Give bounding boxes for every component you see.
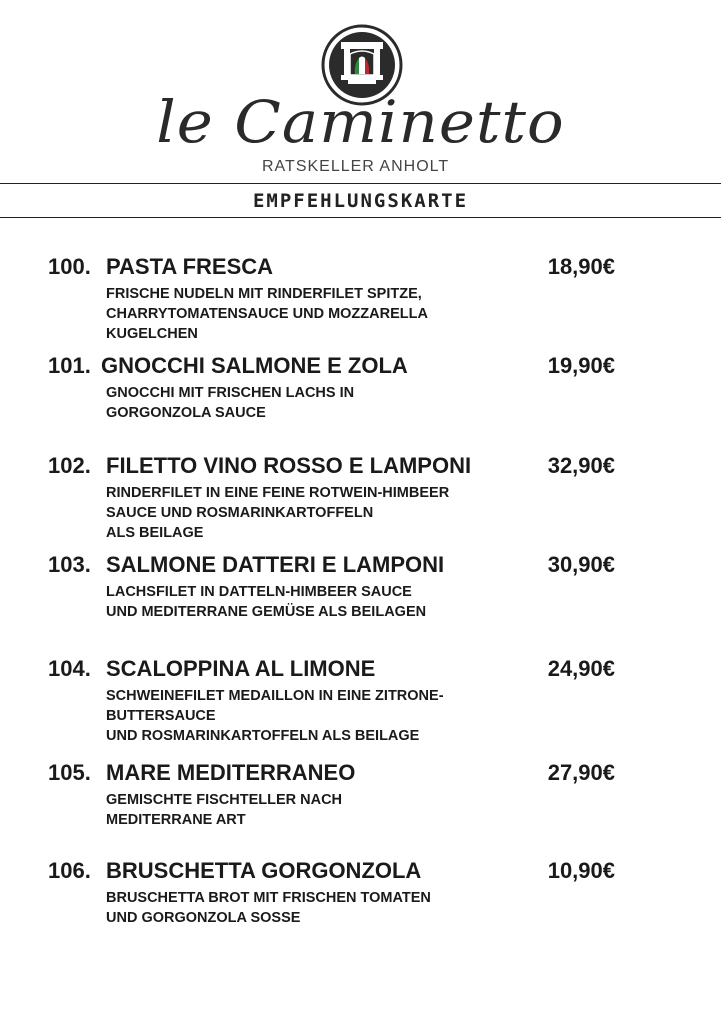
item-name: SALMONE DATTERI E LAMPONI <box>106 552 445 577</box>
item-description <box>106 888 431 928</box>
description-line: FRISCHE NUDELN MIT RINDERFILET SPITZE, <box>106 286 422 302</box>
description-line: SCHWEINEFILET MEDAILLON IN EINE ZITRONE- <box>106 688 444 704</box>
description-line: GNOCCHI MIT FRISCHEN LACHS IN <box>106 385 355 401</box>
item-name: BRUSCHETTA GORGONZOLA <box>106 858 422 883</box>
item-description <box>106 483 449 543</box>
item-number: 105. <box>48 760 91 785</box>
item-price: 24,90€ <box>547 656 615 681</box>
description-line: UND GORGONZOLA SOSSE <box>106 910 301 926</box>
card-title: EMPFEHLUNGSKARTE <box>252 190 469 212</box>
description-line: BRUSCHETTA BROT MIT FRISCHEN TOMATEN <box>106 890 431 906</box>
item-name: PASTA FRESCA <box>106 254 274 279</box>
item-price: 19,90€ <box>547 353 615 378</box>
header-logo <box>0 0 721 180</box>
item-description <box>106 284 428 344</box>
item-price: 32,90€ <box>547 453 615 478</box>
item-number: 106. <box>48 858 91 883</box>
divider-top <box>0 183 721 184</box>
item-number: 101. <box>48 353 91 378</box>
description-line: BUTTERSAUCE <box>106 708 216 724</box>
item-number: 104. <box>48 656 91 681</box>
item-description <box>106 383 354 423</box>
item-name: MARE MEDITERRANEO <box>106 760 356 785</box>
description-line: MEDITERRANE ART <box>106 812 246 828</box>
item-name: FILETTO VINO ROSSO E LAMPONI <box>106 453 472 478</box>
description-line: CHARRYTOMATENSAUCE UND MOZZARELLA <box>106 306 428 322</box>
description-line: UND MEDITERRANE GEMÜSE ALS BEILAGEN <box>106 604 427 620</box>
item-number: 103. <box>48 552 91 577</box>
item-number: 100. <box>48 254 91 279</box>
brand-subtitle: RATSKELLER ANHOLT <box>262 158 450 175</box>
description-line: GEMISCHTE FISCHTELLER NACH <box>106 792 343 808</box>
description-line: KUGELCHEN <box>106 326 198 342</box>
item-description <box>106 582 426 622</box>
item-price: 18,90€ <box>547 254 615 279</box>
item-price: 30,90€ <box>547 552 615 577</box>
item-price: 27,90€ <box>547 760 615 785</box>
item-name: GNOCCHI SALMONE E ZOLA <box>101 353 408 378</box>
description-line: RINDERFILET IN EINE FEINE ROTWEIN-HIMBEER <box>106 485 450 501</box>
divider-bottom <box>0 217 721 218</box>
item-name: SCALOPPINA AL LIMONE <box>106 656 376 681</box>
description-line: SAUCE UND ROSMARINKARTOFFELN <box>106 505 374 521</box>
item-description <box>106 686 444 746</box>
description-line: LACHSFILET IN DATTELN-HIMBEER SAUCE <box>106 584 412 600</box>
description-line: GORGONZOLA SAUCE <box>106 405 266 421</box>
item-description <box>106 790 342 830</box>
description-line: ALS BEILAGE <box>106 525 204 541</box>
item-price: 10,90€ <box>547 858 615 883</box>
description-line: UND ROSMARINKARTOFFELN ALS BEILAGE <box>106 728 420 744</box>
item-number: 102. <box>48 453 91 478</box>
brand-name: le Caminetto <box>156 88 565 156</box>
